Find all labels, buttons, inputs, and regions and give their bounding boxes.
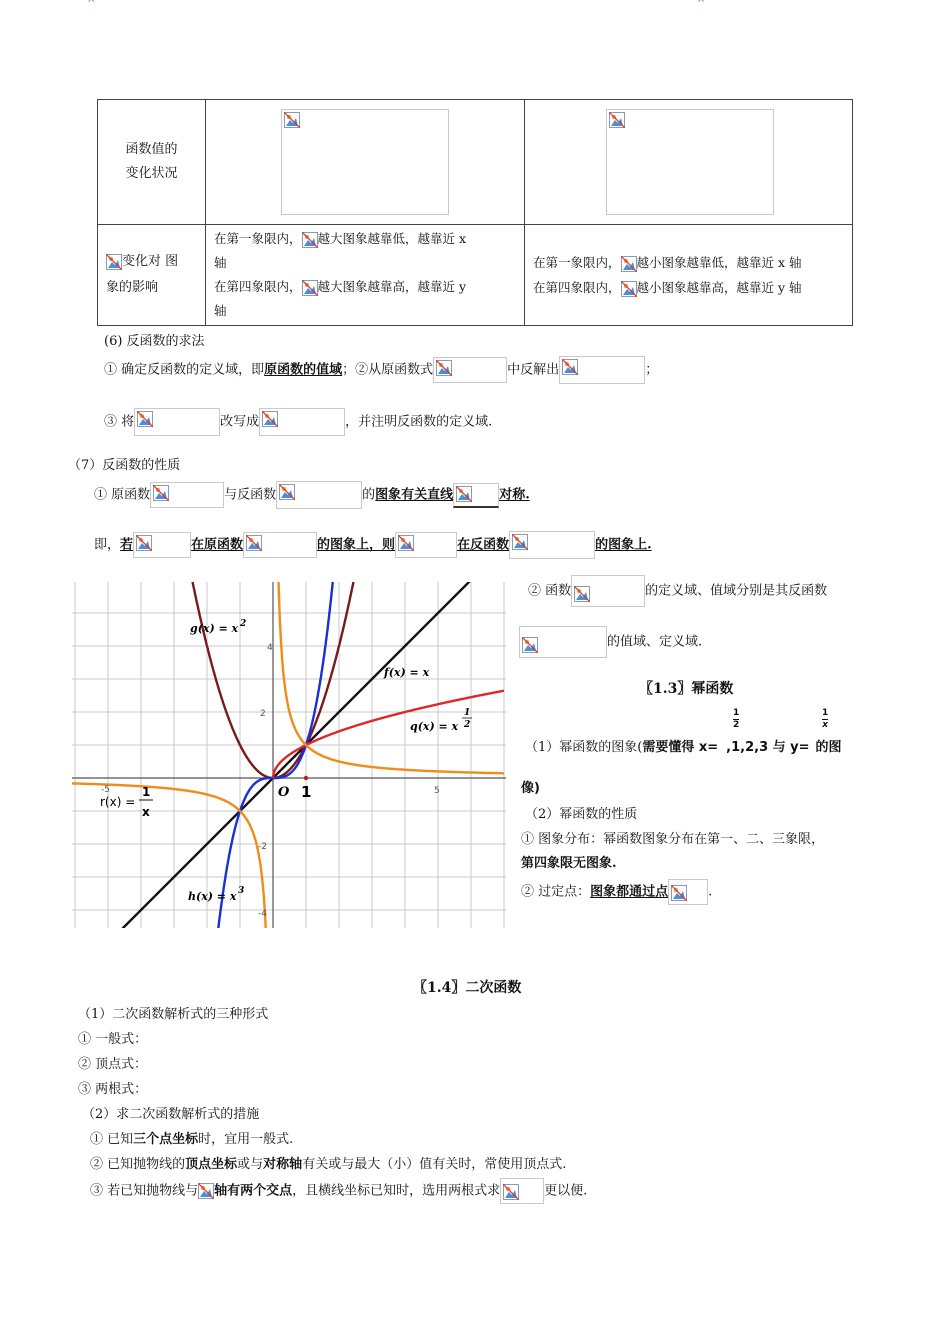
broken-image-icon (246, 535, 262, 551)
table-cell-text: 在第一象限内， 越小图象越靠低，越靠近 x 轴 在第四象限内， 越小图象越靠高，越靠近 y 轴 (525, 225, 853, 326)
section-7-line-3: ② 函数 的定义域、值域分别是其反函数 (528, 575, 827, 607)
broken-image-icon (279, 484, 295, 500)
broken-image-icon (503, 1184, 519, 1200)
section-1-3-line-2: （2）幂函数的性质 (525, 807, 638, 822)
label-q: q(x) = x (410, 720, 459, 733)
formula-image (433, 357, 507, 383)
section-7-line-4: 的值域、定义域. (519, 626, 702, 658)
formula-image (243, 532, 317, 558)
broken-image-icon (671, 885, 687, 901)
tick-label-xm5: -5 (101, 785, 110, 795)
table-cell-image (525, 100, 853, 225)
label-h-exponent: 3 (238, 886, 245, 896)
function-graph (72, 582, 506, 928)
label-r-num: 1 (142, 785, 151, 799)
section-1-3-line-4: 第四象限无图象. (521, 856, 617, 871)
broken-image-icon (302, 280, 318, 296)
section-1-4-line-7: ② 已知抛物线的顶点坐标或与对称轴有关或与最大（小）值有关时，常使用顶点式. (90, 1157, 567, 1172)
label-r-den: x (142, 805, 150, 819)
section-1-4-line-3: ② 顶点式： (78, 1057, 148, 1072)
section-6-line-1: ① 确定反函数的定义域，即原函数的值域；②从原函数式 中反解出 ； (104, 356, 658, 384)
broken-image-icon (284, 112, 300, 128)
broken-image-icon (522, 637, 538, 653)
broken-image-icon (153, 485, 169, 501)
tick-label-y4: 4 (267, 643, 273, 653)
corner-mark-left: ^ (87, 0, 96, 9)
broken-image-icon (106, 254, 122, 270)
formula-image (259, 408, 345, 436)
broken-image-icon (609, 112, 625, 128)
origin-label: O (278, 785, 290, 800)
formula-image (500, 1178, 544, 1204)
formula-image (276, 481, 362, 509)
table-cell-text: 在第一象限内， 越大图象越靠低，越靠近 x 轴 在第四象限内， 越大图象越靠高，越靠近 y 轴 (206, 225, 525, 326)
broken-image-icon (621, 281, 637, 297)
label-f: f(x) = x (384, 666, 430, 679)
broken-image-icon (512, 534, 528, 550)
section-7-title: （7）反函数的性质 (68, 458, 181, 473)
broken-image-icon (574, 586, 590, 602)
section-1-3-line-5: ② 过定点：图象都通过点 . (521, 879, 712, 905)
section-1-4-line-8: ③ 若已知抛物线与 轴有两个交点，且横线坐标已知时，选用两根式求 更以便. (90, 1178, 587, 1204)
section-1-3-line-1: （1）幂函数的图象(需要懂得 x= ,1,2,3 与 y= 的图 (525, 740, 842, 755)
tick-label-y2: 2 (260, 709, 266, 719)
unit-label: 1 (301, 783, 312, 801)
formula-image (133, 532, 191, 558)
broken-image-icon (198, 1183, 214, 1199)
section-1-4-line-4: ③ 两根式： (78, 1082, 148, 1097)
label-g: g(x) = x (190, 622, 239, 635)
broken-image-icon (621, 256, 637, 272)
tick-label-ym4: -4 (258, 909, 267, 919)
section-1-4-line-1: （1）二次函数解析式的三种形式 (78, 1007, 269, 1022)
section-1-4-line-2: ① 一般式： (78, 1032, 148, 1047)
table-row-label: 变化对 图 象的影响 (98, 225, 206, 326)
formula-image (668, 879, 708, 905)
section-1-3-line-3: ① 图象分布：幂函数图象分布在第一、二、三象限， (521, 832, 825, 847)
function-comparison-table (97, 99, 853, 326)
broken-image-icon (398, 535, 414, 551)
section-6-line-2: ③ 将 改写成 ，并注明反函数的定义域. (104, 408, 492, 436)
broken-image-icon (456, 486, 472, 502)
formula-image (509, 531, 595, 559)
section-7-line-1: ① 原函数 与反函数 的图象有关直线 对称. (94, 481, 530, 509)
formula-image (150, 482, 224, 508)
fraction-reciprocal: 1 x (822, 708, 829, 730)
curve-q (273, 691, 504, 778)
unit-point (304, 776, 308, 780)
fraction-half: 1 2 (733, 708, 740, 730)
formula-image (559, 356, 645, 384)
graph-image-placeholder (281, 109, 449, 215)
graph-image-placeholder (606, 109, 774, 215)
broken-image-icon (562, 359, 578, 375)
tick-label-x5: 5 (434, 786, 440, 796)
tick-label-ym2: -2 (258, 842, 267, 852)
formula-image (571, 575, 645, 607)
broken-image-icon (436, 360, 452, 376)
formula-image (134, 408, 220, 436)
table-row-label: 函数值的 变化状况 (98, 100, 206, 225)
formula-image (395, 532, 457, 558)
label-r: r(x) = (100, 795, 136, 809)
broken-image-icon (136, 535, 152, 551)
formula-image (453, 483, 499, 508)
label-q-exp-den: 2 (464, 720, 471, 730)
section-1-4-line-5: （2）求二次函数解析式的措施 (82, 1107, 260, 1122)
section-6-title: (6) 反函数的求法 (104, 334, 205, 349)
formula-image (519, 626, 607, 658)
broken-image-icon (262, 411, 278, 427)
label-q-exp-num: 1 (464, 708, 471, 718)
label-h: h(x) = x (188, 890, 237, 903)
label-g-exponent: 2 (240, 619, 247, 629)
section-1-3-line-1b: 像) (521, 781, 540, 796)
broken-image-icon (302, 232, 318, 248)
corner-mark-right: ^ (697, 0, 706, 9)
table-cell-image (206, 100, 525, 225)
section-1-4-title: 〖1.4〗二次函数 (413, 980, 522, 996)
section-1-4-line-6: ① 已知三个点坐标时，宜用一般式. (90, 1132, 294, 1147)
broken-image-icon (137, 411, 153, 427)
section-1-3-title: 〖1.3〗幂函数 (639, 681, 734, 697)
section-7-line-2: 即，若 在原函数 的图象上，则 在反函数 的图象上. (94, 531, 652, 559)
